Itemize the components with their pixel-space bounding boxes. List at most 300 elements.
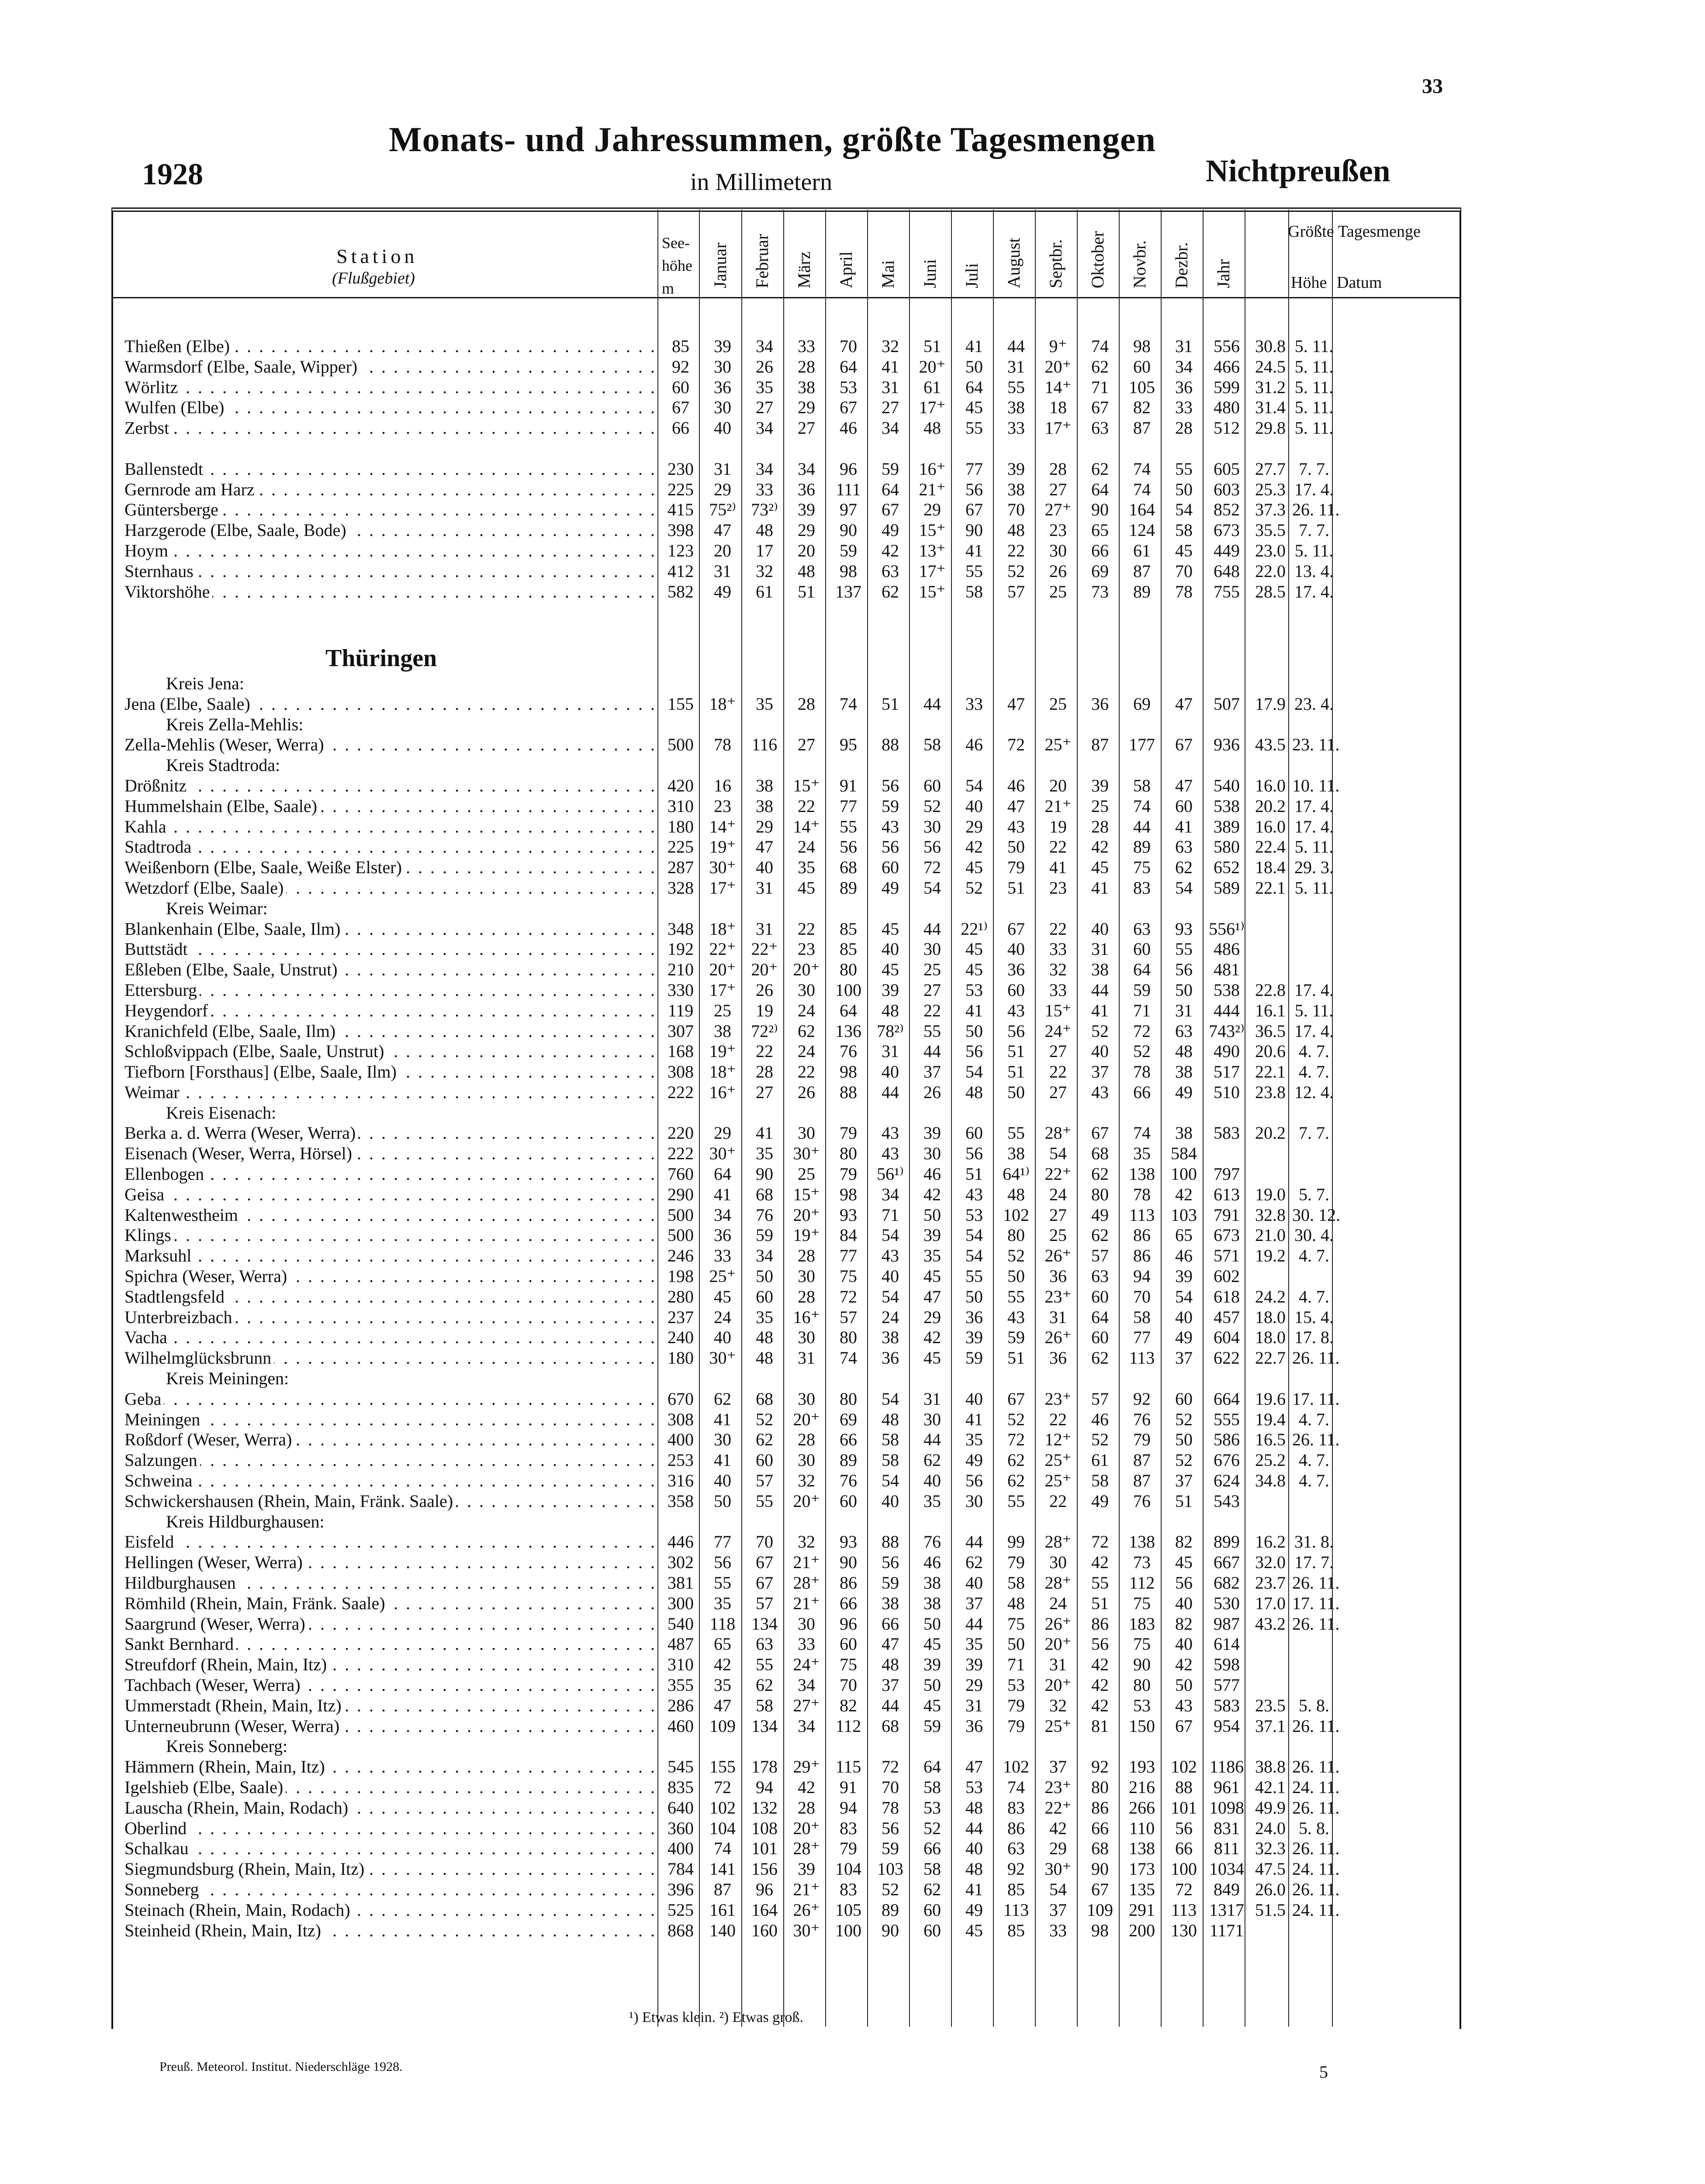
- value-cell: 67: [1007, 1389, 1025, 1409]
- station-cell: [125, 1573, 660, 1593]
- value-cell: 52: [882, 1879, 899, 1899]
- value-cell: 70: [840, 1675, 857, 1695]
- value-cell: 61: [756, 581, 773, 601]
- value-cell: 56: [965, 1144, 983, 1164]
- value-cell: 29: [798, 520, 815, 540]
- station-name: Eisfeld: [125, 1532, 176, 1552]
- value-cell: 33: [1007, 418, 1025, 438]
- value-cell: 29.8: [1255, 418, 1286, 438]
- value-cell: 30⁺: [793, 1144, 820, 1164]
- value-cell: 36: [714, 1225, 731, 1245]
- value-cell: 29. 3.: [1294, 857, 1334, 878]
- value-cell: 51: [798, 581, 815, 601]
- value-cell: 23. 11.: [1292, 735, 1340, 755]
- value-cell: 48: [882, 1000, 899, 1020]
- value-cell: 96: [756, 1879, 773, 1899]
- value-cell: 40: [965, 1389, 983, 1409]
- value-cell: 66: [1133, 1082, 1151, 1102]
- value-cell: 20⁺: [793, 960, 820, 980]
- value-cell: 56¹⁾: [877, 1164, 904, 1184]
- value-cell: 54: [923, 878, 941, 898]
- value-cell: 49: [1091, 1205, 1109, 1225]
- value-cell: 556¹⁾: [1209, 919, 1245, 939]
- value-cell: 49: [882, 520, 899, 540]
- value-cell: 17. 11.: [1292, 1593, 1340, 1613]
- value-cell: 60: [756, 1286, 773, 1306]
- table-row: [125, 1389, 1466, 1410]
- value-cell: 116: [751, 735, 778, 755]
- value-cell: 97: [840, 500, 857, 520]
- value-cell: 72: [1133, 1021, 1151, 1041]
- value-cell: 62: [923, 1879, 941, 1899]
- value-cell: 94: [756, 1777, 773, 1797]
- header-station: Station: [336, 245, 418, 267]
- value-cell: 82: [1133, 397, 1151, 418]
- value-cell: 48: [1007, 1184, 1025, 1204]
- value-cell: 30: [923, 1409, 941, 1429]
- value-cell: 5. 11.: [1294, 1000, 1334, 1020]
- value-cell: 36: [1175, 377, 1193, 397]
- value-cell: 42: [1175, 1184, 1193, 1204]
- value-cell: 25⁺: [1044, 1450, 1072, 1470]
- value-cell: 55: [923, 1021, 941, 1041]
- value-cell: 41: [965, 540, 983, 560]
- value-cell: 89: [840, 1450, 857, 1470]
- value-cell: 18.4: [1255, 857, 1286, 878]
- value-cell: 51: [882, 694, 899, 714]
- value-cell: 38: [882, 1593, 899, 1613]
- value-cell: 32: [1049, 960, 1067, 980]
- value-cell: 460: [667, 1716, 694, 1736]
- value-cell: 17. 4.: [1294, 581, 1334, 601]
- value-cell: 28: [756, 1062, 773, 1082]
- value-cell: 138: [1129, 1164, 1155, 1184]
- station-cell: [125, 418, 660, 439]
- value-cell: 34: [756, 1246, 773, 1266]
- table-row: [125, 1287, 1466, 1307]
- station-name: Steinach (Rhein, Main, Rodach): [125, 1900, 353, 1920]
- value-cell: 47: [714, 1695, 731, 1715]
- district-heading: [125, 1512, 1466, 1532]
- station-name: Gernrode am Harz: [125, 480, 257, 499]
- value-cell: 34: [798, 1716, 815, 1736]
- value-cell: 16.1: [1255, 1000, 1286, 1020]
- value-cell: 54: [882, 1286, 899, 1306]
- value-cell: 113: [1129, 1205, 1155, 1225]
- value-cell: 72: [1007, 1430, 1025, 1450]
- table-row: [125, 1185, 1466, 1205]
- value-cell: 68: [756, 1389, 773, 1409]
- value-cell: 44: [965, 1614, 983, 1634]
- value-cell: 68: [840, 857, 857, 878]
- value-cell: 138: [1129, 1838, 1155, 1859]
- value-cell: 55: [1007, 1491, 1025, 1511]
- value-cell: 28: [798, 694, 815, 714]
- value-cell: 88: [882, 1532, 899, 1552]
- value-cell: 9⁺: [1049, 336, 1067, 356]
- table-row: [125, 837, 1466, 857]
- value-cell: 68: [1091, 1144, 1109, 1164]
- value-cell: 12⁺: [1044, 1430, 1072, 1450]
- value-cell: 87: [714, 1879, 731, 1899]
- value-cell: 5. 11.: [1294, 418, 1334, 438]
- value-cell: 41: [1049, 857, 1067, 878]
- value-cell: 230: [667, 459, 694, 479]
- value-cell: 624: [1214, 1471, 1240, 1491]
- station-name: Sankt Bernhard: [125, 1634, 236, 1654]
- value-cell: 67: [1175, 735, 1193, 755]
- value-cell: 60: [1133, 356, 1151, 377]
- value-cell: 30: [1049, 1552, 1067, 1572]
- value-cell: 134: [751, 1716, 778, 1736]
- value-cell: 13. 4.: [1294, 561, 1334, 581]
- value-cell: 45: [714, 1286, 731, 1306]
- table-row: [125, 1716, 1466, 1737]
- value-cell: 5. 11.: [1294, 377, 1334, 397]
- value-cell: 31: [923, 1389, 941, 1409]
- value-cell: 280: [667, 1286, 694, 1306]
- value-cell: 173: [1129, 1859, 1155, 1879]
- value-cell: 50: [756, 1266, 773, 1286]
- value-cell: 23.0: [1255, 540, 1286, 560]
- value-cell: 4. 7.: [1299, 1450, 1329, 1470]
- value-cell: 50: [923, 1675, 941, 1695]
- value-cell: 65: [1175, 1225, 1193, 1245]
- value-cell: 70: [840, 336, 857, 356]
- value-cell: 155: [709, 1757, 736, 1777]
- value-cell: 27⁺: [793, 1695, 820, 1715]
- value-cell: 34.8: [1255, 1471, 1286, 1491]
- table-row: [125, 1696, 1466, 1716]
- value-cell: 55: [965, 1266, 983, 1286]
- value-cell: 50: [1175, 479, 1193, 499]
- value-cell: 52: [923, 1818, 941, 1838]
- value-cell: 15. 4.: [1294, 1307, 1334, 1327]
- value-cell: [1248, 960, 1292, 980]
- value-cell: 30. 4.: [1294, 1225, 1334, 1245]
- value-cell: 46: [1007, 775, 1025, 795]
- value-cell: 755: [1214, 581, 1240, 601]
- value-cell: 44: [923, 694, 941, 714]
- value-cell: 210: [667, 960, 694, 980]
- station-cell: [125, 1838, 660, 1859]
- station-name: Igelshieb (Elbe, Saale): [125, 1777, 286, 1797]
- value-cell: 27: [756, 1082, 773, 1102]
- value-cell: 58: [1007, 1573, 1025, 1593]
- value-cell: 466: [1214, 356, 1240, 377]
- value-cell: 46: [840, 418, 857, 438]
- value-cell: 161: [709, 1900, 736, 1920]
- value-cell: 19.2: [1255, 1246, 1286, 1266]
- value-cell: 23: [714, 796, 731, 816]
- station-cell: [125, 459, 660, 480]
- table-row: [125, 520, 1466, 541]
- value-cell: 90: [882, 1920, 899, 1940]
- value-cell: 41: [882, 356, 899, 377]
- value-cell: 32: [756, 561, 773, 581]
- value-cell: 60: [1133, 939, 1151, 959]
- value-cell: 27: [1049, 1205, 1067, 1225]
- value-cell: [1248, 1164, 1292, 1185]
- value-cell: 4. 7.: [1299, 1062, 1329, 1082]
- value-cell: 16⁺: [793, 1307, 820, 1327]
- station-name: Schloßvippach (Elbe, Saale, Unstrut): [125, 1041, 387, 1061]
- value-cell: 81: [1091, 1716, 1109, 1736]
- header-month: Dezbr.: [1172, 242, 1191, 288]
- value-cell: 56: [882, 837, 899, 857]
- table-row: [125, 1021, 1466, 1042]
- value-cell: 77: [1133, 1327, 1151, 1348]
- value-cell: 56: [1175, 1818, 1193, 1838]
- header-month: Novbr.: [1130, 240, 1149, 288]
- table-row: [125, 1777, 1466, 1798]
- value-cell: 31: [1049, 1655, 1067, 1675]
- value-cell: 89: [882, 1900, 899, 1920]
- value-cell: 85: [840, 939, 857, 959]
- value-cell: 52: [923, 796, 941, 816]
- station-name: Warmsdorf (Elbe, Saale, Wipper): [125, 357, 360, 377]
- value-cell: 83: [840, 1818, 857, 1838]
- value-cell: 58: [756, 1695, 773, 1715]
- value-cell: 25⁺: [709, 1266, 736, 1286]
- value-cell: 84: [840, 1225, 857, 1245]
- value-cell: 38: [1091, 960, 1109, 980]
- station-cell: [125, 960, 660, 980]
- station-name: Viktorshöhe: [125, 582, 212, 601]
- value-cell: 192: [667, 939, 694, 959]
- value-cell: 74: [1133, 459, 1151, 479]
- value-cell: 98: [1091, 1920, 1109, 1940]
- station-name: Thießen (Elbe): [125, 336, 232, 356]
- value-cell: 87: [1133, 418, 1151, 438]
- station-cell: [125, 1593, 660, 1614]
- value-cell: 42: [1091, 1675, 1109, 1695]
- value-cell: 76: [756, 1205, 773, 1225]
- value-cell: 94: [1133, 1266, 1151, 1286]
- value-cell: 29: [1049, 1838, 1067, 1859]
- value-cell: 640: [667, 1797, 694, 1818]
- value-cell: 76: [923, 1532, 941, 1552]
- value-cell: 602: [1214, 1266, 1240, 1286]
- value-cell: 39: [923, 1655, 941, 1675]
- value-cell: 130: [1171, 1920, 1197, 1940]
- value-cell: 45: [798, 878, 815, 898]
- value-cell: 138: [1129, 1532, 1155, 1552]
- value-cell: 80: [840, 960, 857, 980]
- value-cell: 22: [1007, 540, 1025, 560]
- value-cell: 79: [1133, 1430, 1151, 1450]
- value-cell: 26. 11.: [1292, 1757, 1340, 1777]
- station-name: Lauscha (Rhein, Main, Rodach): [125, 1798, 351, 1818]
- station-name: Eßleben (Elbe, Saale, Unstrut): [125, 960, 340, 979]
- value-cell: [1292, 1634, 1336, 1655]
- value-cell: 100: [835, 1920, 861, 1940]
- value-cell: 20.2: [1255, 1123, 1286, 1143]
- value-cell: 4. 7.: [1299, 1286, 1329, 1306]
- value-cell: 760: [667, 1164, 694, 1184]
- table-row: [125, 1450, 1466, 1471]
- value-cell: 42: [1091, 1695, 1109, 1715]
- value-cell: 177: [1129, 735, 1155, 755]
- value-cell: 308: [667, 1062, 694, 1082]
- value-cell: 30⁺: [709, 1144, 736, 1164]
- value-cell: 67: [840, 397, 857, 418]
- value-cell: 19: [756, 1000, 773, 1020]
- value-cell: 17. 4.: [1294, 1021, 1334, 1041]
- value-cell: 25: [923, 960, 941, 980]
- value-cell: 68: [1091, 1838, 1109, 1859]
- station-cell: [125, 1205, 660, 1226]
- table-row: [125, 1900, 1466, 1921]
- value-cell: 80: [1133, 1675, 1151, 1695]
- value-cell: 57: [756, 1593, 773, 1613]
- station-name: Blankenhain (Elbe, Saale, Ilm): [125, 919, 343, 939]
- value-cell: 22: [1049, 1062, 1067, 1082]
- value-cell: 36: [1049, 1266, 1067, 1286]
- section-title: Thüringen: [325, 644, 437, 672]
- value-cell: 18.0: [1255, 1307, 1286, 1327]
- district-heading: [125, 1368, 1466, 1389]
- value-cell: 540: [667, 1614, 694, 1634]
- value-cell: 237: [667, 1307, 694, 1327]
- value-cell: 670: [667, 1389, 694, 1409]
- value-cell: 62: [798, 1021, 815, 1041]
- station-cell: [125, 1655, 660, 1675]
- value-cell: 48: [798, 561, 815, 581]
- value-cell: 79: [1007, 1695, 1025, 1715]
- value-cell: 41: [965, 1879, 983, 1899]
- station-cell: [125, 694, 660, 715]
- value-cell: 93: [840, 1532, 857, 1552]
- station-cell: [125, 377, 660, 398]
- value-cell: 20⁺: [793, 1491, 820, 1511]
- value-cell: 91: [840, 1777, 857, 1797]
- value-cell: 486: [1214, 939, 1240, 959]
- value-cell: 22.0: [1255, 561, 1286, 581]
- value-cell: 67: [965, 500, 983, 520]
- value-cell: 480: [1214, 397, 1240, 418]
- value-cell: 444: [1214, 1000, 1240, 1020]
- value-cell: 72: [1175, 1879, 1193, 1899]
- value-cell: 156: [751, 1859, 778, 1879]
- value-cell: 25.2: [1255, 1450, 1286, 1470]
- value-cell: 42: [882, 540, 899, 560]
- district-name: Kreis Sonneberg:: [166, 1736, 288, 1756]
- value-cell: 70: [756, 1532, 773, 1552]
- value-cell: 5. 8.: [1299, 1695, 1329, 1715]
- value-cell: 51: [1175, 1491, 1193, 1511]
- value-cell: 30: [798, 1389, 815, 1409]
- value-cell: 328: [667, 878, 694, 898]
- value-cell: 74: [1133, 796, 1151, 816]
- value-cell: 49: [882, 878, 899, 898]
- value-cell: 17.0: [1255, 1593, 1286, 1613]
- value-cell: 41: [756, 1123, 773, 1143]
- station-name: Saargrund (Weser, Werra): [125, 1614, 308, 1634]
- value-cell: 45: [923, 1348, 941, 1368]
- value-cell: [1292, 1491, 1336, 1512]
- value-cell: 38: [1007, 479, 1025, 499]
- station-cell: [125, 1123, 660, 1144]
- value-cell: 584: [1171, 1144, 1197, 1164]
- value-cell: 618: [1214, 1286, 1240, 1306]
- station-name: Klings: [125, 1225, 174, 1245]
- value-cell: 55: [714, 1573, 731, 1593]
- value-cell: 108: [751, 1818, 778, 1838]
- header-month: April: [836, 251, 856, 288]
- value-cell: 17⁺: [919, 397, 946, 418]
- station-cell: [125, 1757, 660, 1777]
- station-cell: [125, 1225, 660, 1246]
- value-cell: 42: [714, 1655, 731, 1675]
- value-cell: 77: [840, 796, 857, 816]
- value-cell: 38: [1175, 1062, 1193, 1082]
- value-cell: 64: [1133, 960, 1151, 980]
- station-name: Kahla: [125, 817, 169, 836]
- value-cell: 4. 7.: [1299, 1246, 1329, 1266]
- value-cell: 266: [1129, 1797, 1155, 1818]
- value-cell: 71: [1133, 1000, 1151, 1020]
- value-cell: 62: [1007, 1471, 1025, 1491]
- value-cell: 835: [667, 1777, 694, 1797]
- value-cell: 26⁺: [1044, 1614, 1072, 1634]
- table-row: [125, 1430, 1466, 1450]
- value-cell: 123: [667, 540, 694, 560]
- value-cell: 302: [667, 1552, 694, 1572]
- value-cell: 74: [714, 1838, 731, 1859]
- station-cell: [125, 1327, 660, 1348]
- value-cell: 67: [1091, 1879, 1109, 1899]
- value-cell: 38: [798, 377, 815, 397]
- value-cell: 62: [756, 1430, 773, 1450]
- value-cell: 26⁺: [1044, 1327, 1072, 1348]
- value-cell: 225: [667, 479, 694, 499]
- value-cell: 88: [1175, 1777, 1193, 1797]
- table-row: [125, 980, 1466, 1001]
- station-name: Buttstädt: [125, 939, 190, 959]
- value-cell: 26. 11.: [1292, 1348, 1340, 1368]
- value-cell: 40: [882, 939, 899, 959]
- table-row: [125, 1164, 1466, 1185]
- station-name: Kaltenwestheim: [125, 1205, 241, 1225]
- value-cell: 96: [840, 459, 857, 479]
- value-cell: 27: [798, 735, 815, 755]
- station-cell: [125, 561, 660, 582]
- sheet-number: 5: [1319, 2062, 1328, 2082]
- value-cell: 111: [836, 479, 861, 499]
- value-cell: 63: [1091, 418, 1109, 438]
- value-cell: 33: [756, 479, 773, 499]
- station-cell: [125, 1021, 660, 1042]
- value-cell: 7. 7.: [1299, 1123, 1329, 1143]
- value-cell: 39: [1175, 1266, 1193, 1286]
- station-cell: [125, 1185, 660, 1205]
- value-cell: 35: [714, 1593, 731, 1613]
- value-cell: 50: [965, 356, 983, 377]
- table-row: [125, 459, 1466, 480]
- station-cell: [125, 1246, 660, 1266]
- value-cell: 54: [1175, 500, 1193, 520]
- value-cell: 25: [1049, 1225, 1067, 1245]
- value-cell: 48: [882, 1409, 899, 1429]
- value-cell: 38: [882, 1327, 899, 1348]
- value-cell: 56: [965, 479, 983, 499]
- value-cell: 91: [840, 775, 857, 795]
- value-cell: 40: [714, 1471, 731, 1491]
- value-cell: 48: [1007, 1593, 1025, 1613]
- station-cell: [125, 1491, 660, 1512]
- value-cell: 4. 7.: [1299, 1471, 1329, 1491]
